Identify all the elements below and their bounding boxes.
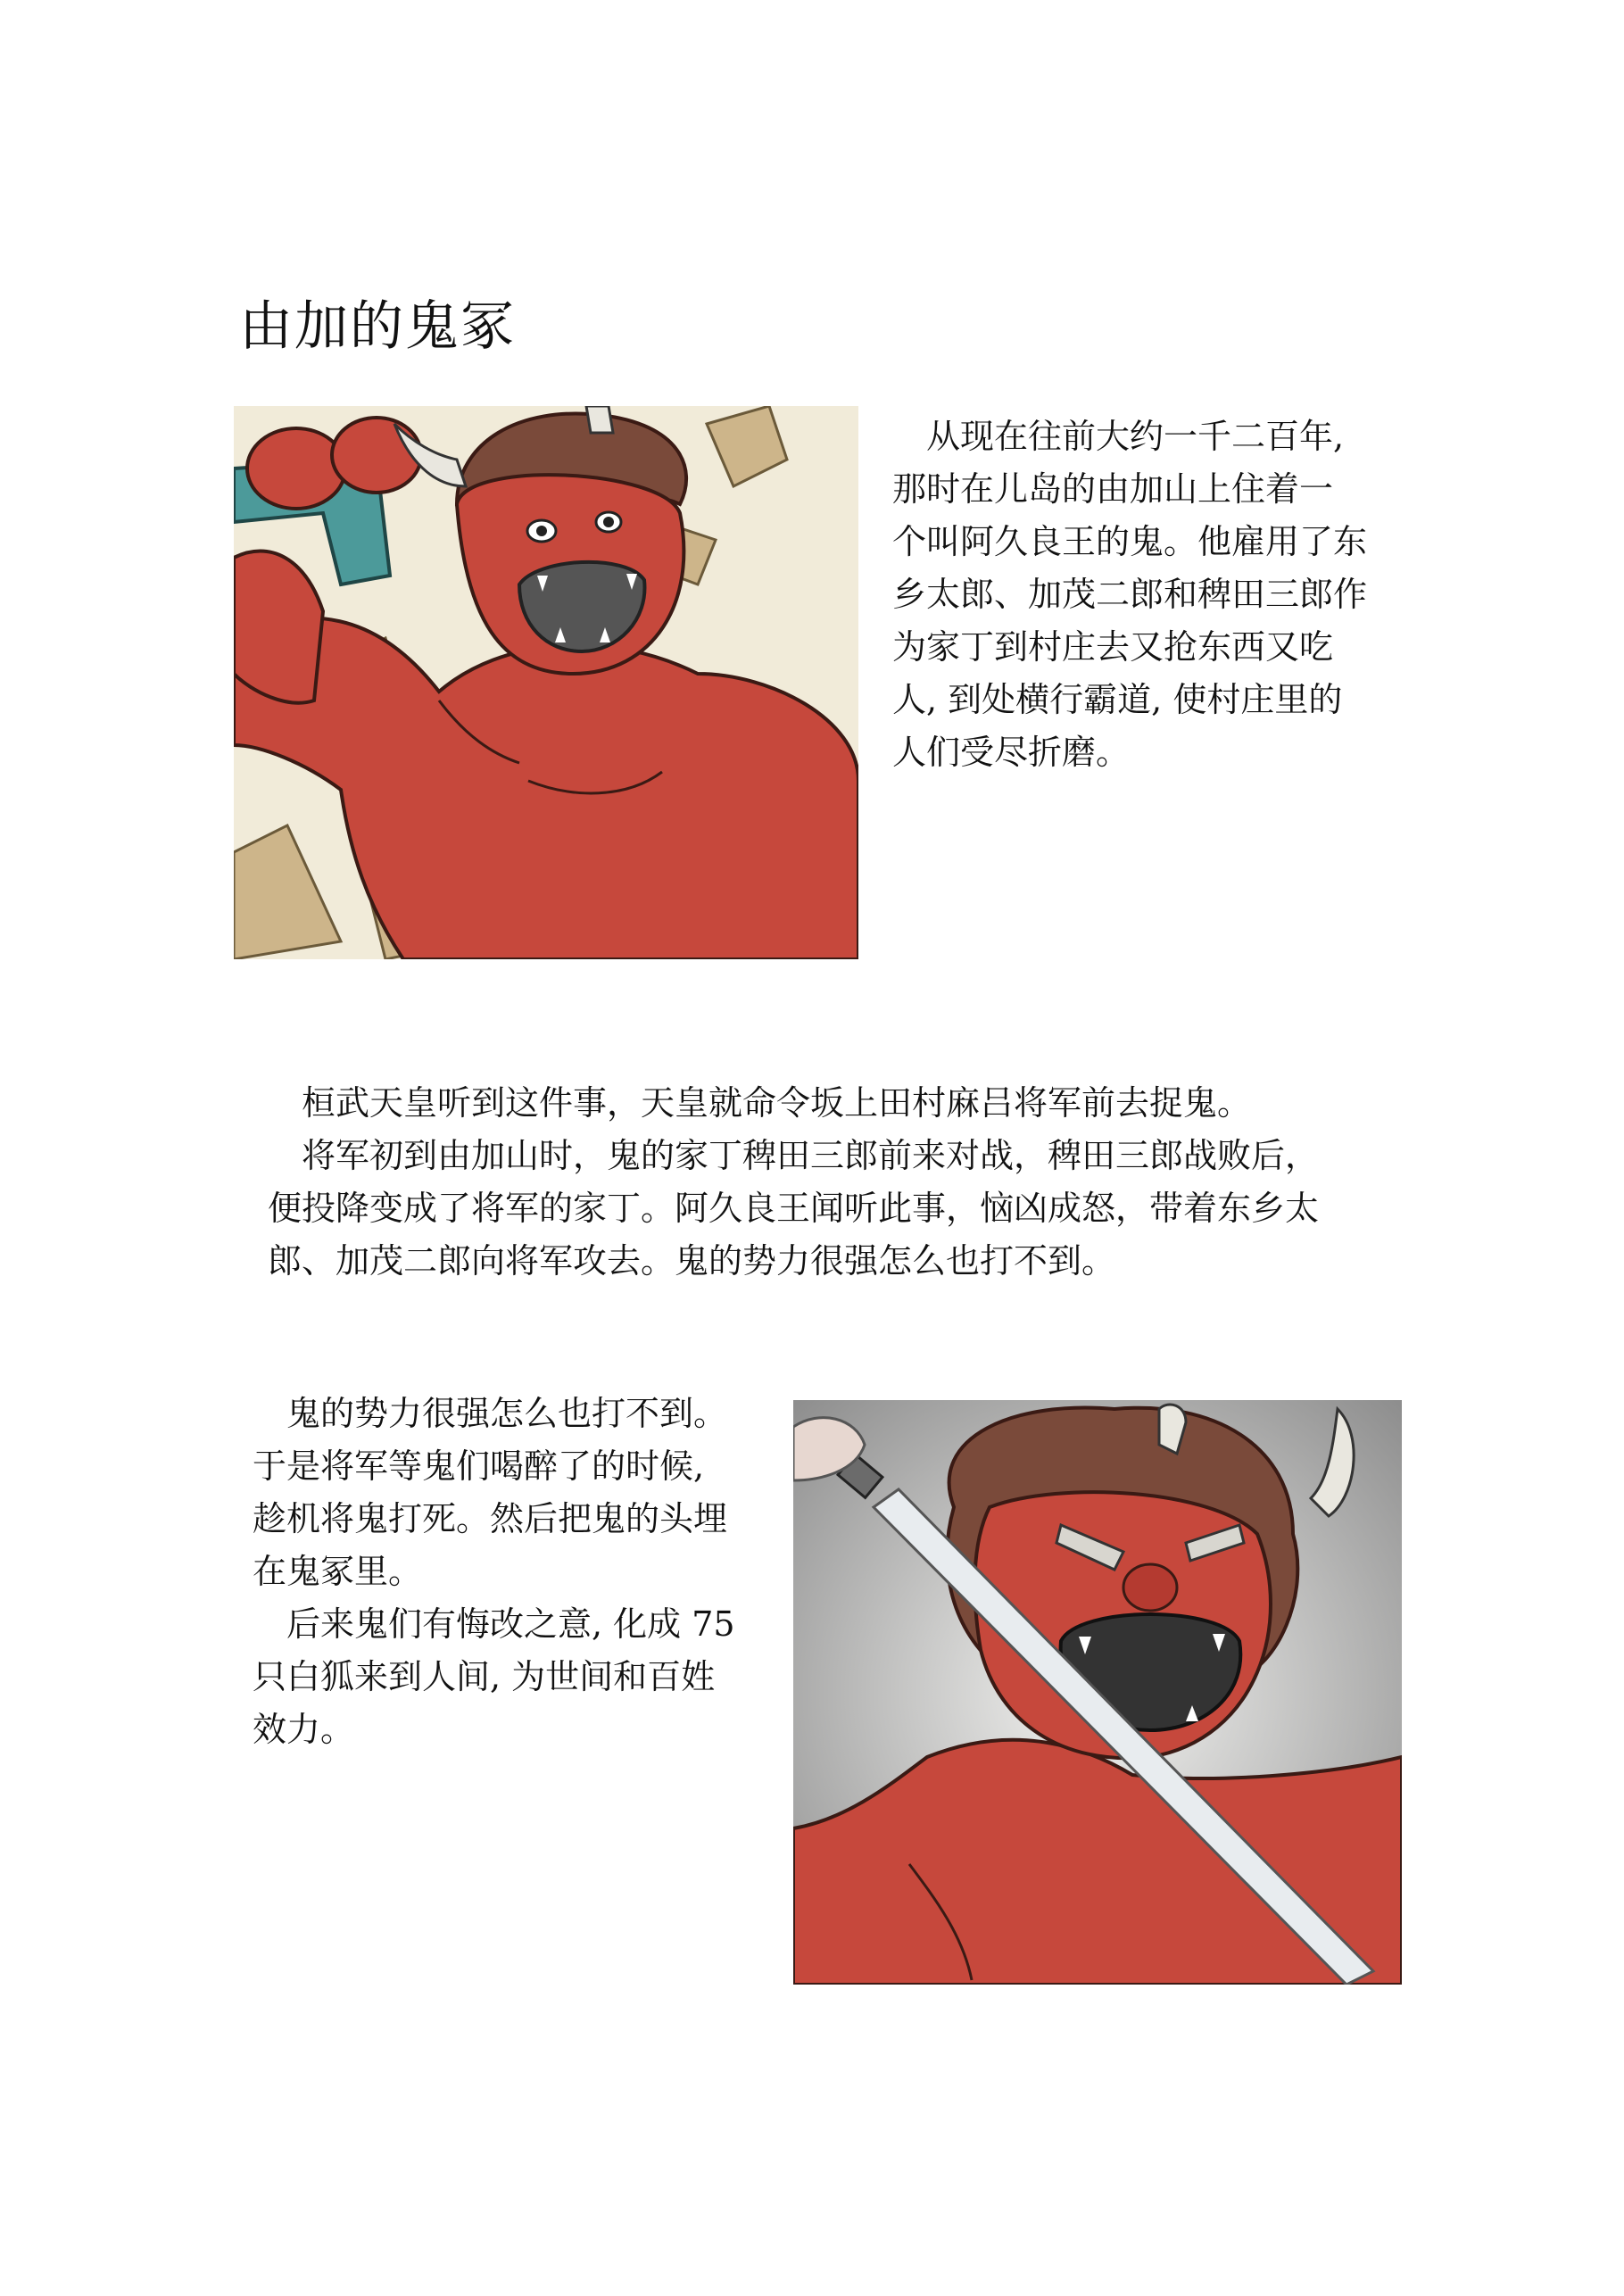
ending-paragraph — [253, 1388, 788, 1756]
text-line: 趁机将鬼打死。然后把鬼的头埋 — [253, 1499, 728, 1538]
text-line: 便投降变成了将军的家丁。阿久良王闻听此事，恼凶成怒，带着东乡太 — [268, 1189, 1320, 1228]
oni-illustration-top — [234, 406, 858, 959]
text-line: 鬼的势力很强怎么也打不到。 — [253, 1394, 728, 1433]
text-line: 郎、加茂二郎向将军攻去。鬼的势力很强怎么也打不到。 — [268, 1241, 1116, 1281]
text-line: 个叫阿久良王的鬼。他雇用了东 — [892, 522, 1368, 561]
text-line: 在鬼冢里。 — [253, 1552, 423, 1591]
text-line: 只白狐来到人间, 为世间和百姓 — [253, 1657, 716, 1696]
page-title: 由加的鬼冢 — [239, 295, 516, 358]
text-line: 人们受尽折磨。 — [892, 733, 1131, 772]
text-line: 为家丁到村庄去又抢东西又吃 — [892, 627, 1334, 667]
intro-paragraph — [892, 410, 1392, 779]
text-line: 人, 到处横行霸道, 使村庄里的 — [892, 680, 1343, 719]
text-line: 从现在往前大约一千二百年, — [892, 417, 1345, 456]
text-line: 效力。 — [253, 1710, 355, 1749]
text-line: 于是将军等鬼们喝醉了的时候, — [253, 1446, 705, 1486]
text-line: 将军初到由加山时，鬼的家丁稗田三郎前来对战，稗田三郎战败后， — [268, 1136, 1320, 1175]
text-line: 桓武天皇听到这件事，天皇就命令坂上田村麻吕将军前去捉鬼。 — [268, 1083, 1252, 1123]
text-line: 乡太郎、加茂二郎和稗田三郎作 — [892, 575, 1368, 614]
oni-sword-illustration — [793, 1400, 1402, 1985]
text-line: 后来鬼们有悔改之意, 化成 75 — [253, 1604, 735, 1644]
middle-paragraph — [268, 1077, 1410, 1288]
text-line: 那时在儿岛的由加山上住着一 — [892, 469, 1334, 509]
